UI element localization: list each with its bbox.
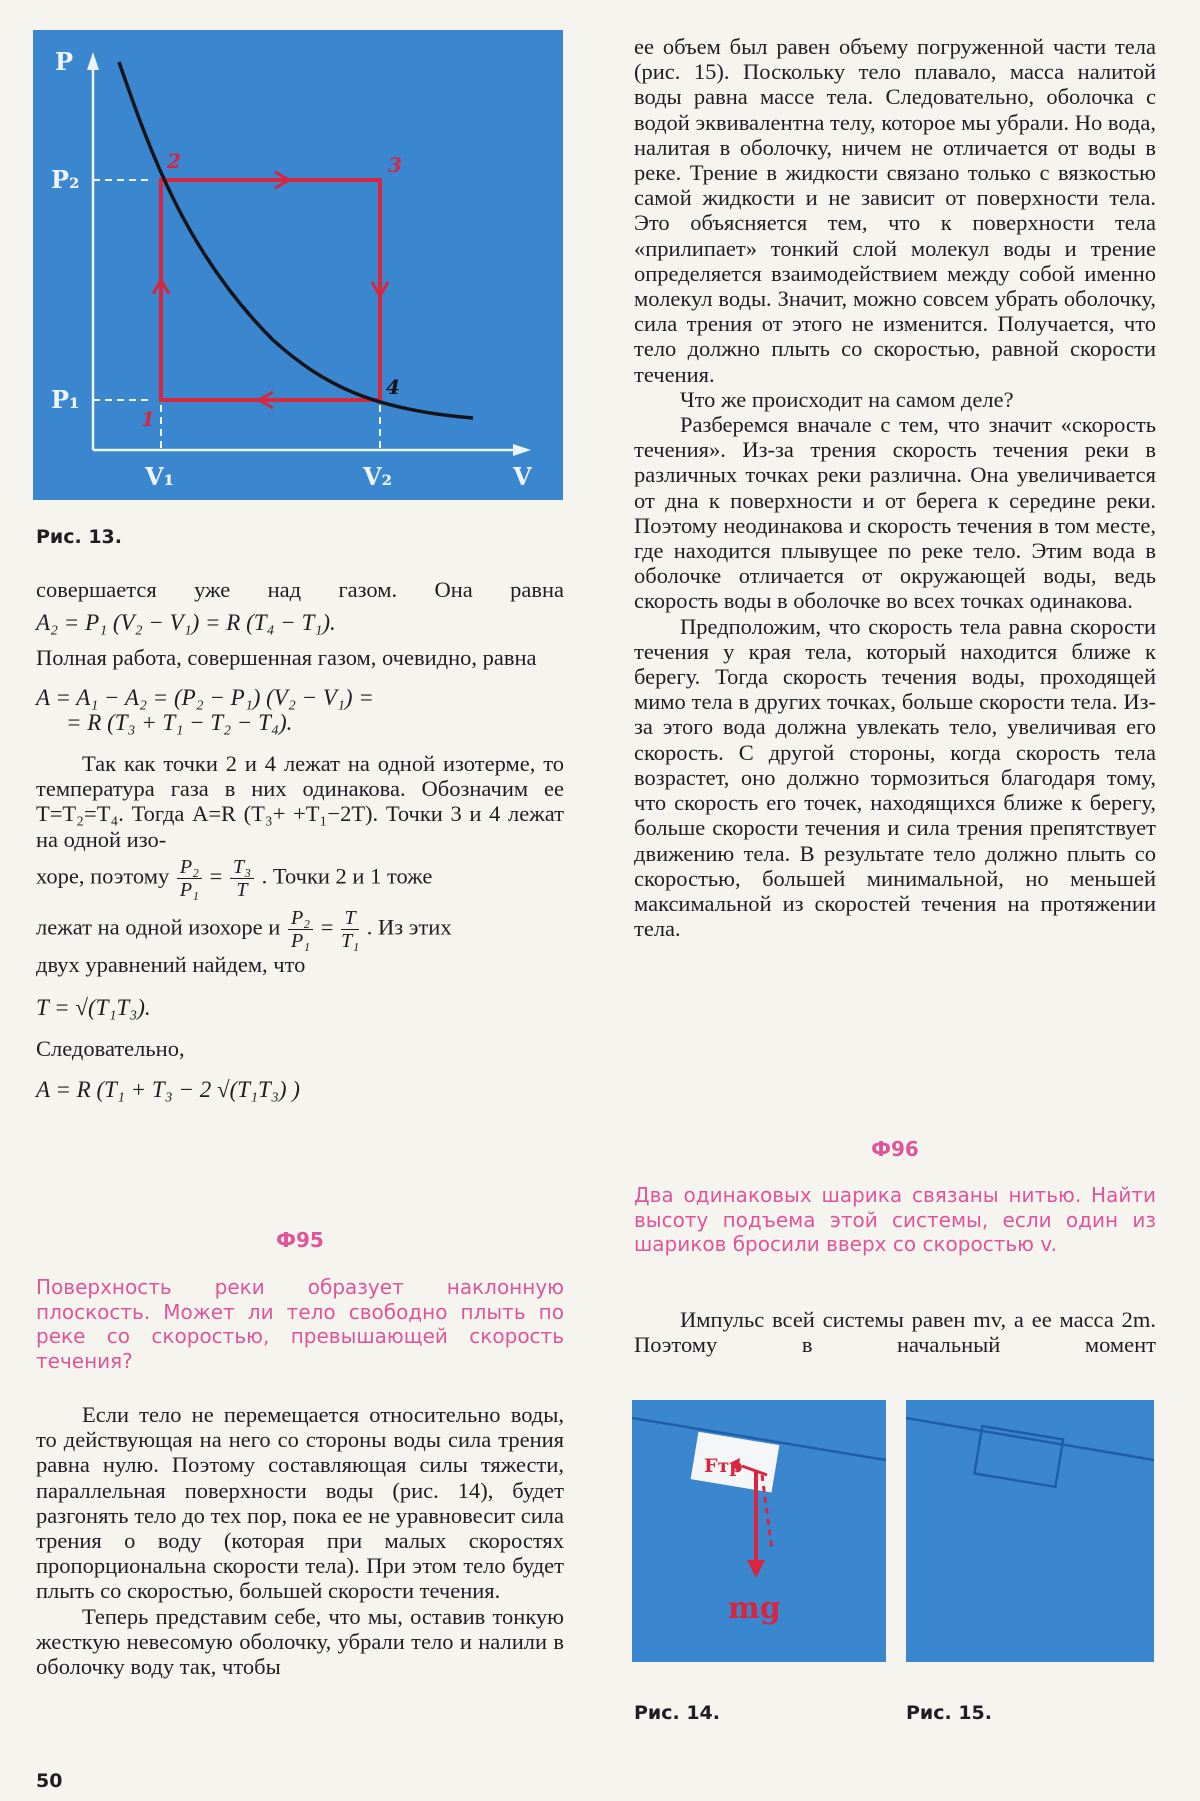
friction-label: Fтр	[704, 1455, 743, 1477]
point-3-label: 3	[388, 153, 402, 177]
equals-sign: =	[320, 914, 334, 940]
problem-95-text: Поверхность реки образует наклонную плоскость. Может ли тело свободно плыть по реке со скоростью, превышающей скорость течения?	[36, 1275, 564, 1373]
right-column	[634, 34, 1156, 941]
problem-96-text: Два одинаковых шарика связаны нитью. Найти высоту подъема этой системы, если один из шариков бросили вверх со скоростью v.	[634, 1183, 1156, 1256]
fraction-t3-t	[230, 856, 254, 901]
left-paragraph-3: Так как точки 2 и 4 лежат на одной изотерме, то температура газа в них одинакова. Обозначим ее T=T₂=T₄. Тогда A=R (T₃+ +T₁−2T). Точки 3 и 4 лежат на одной изо-	[36, 751, 564, 852]
fraction-line-1-text-a: хоре, поэтому	[36, 863, 170, 889]
problem-96-number: Ф96	[871, 1137, 919, 1161]
point-1-label: 1	[141, 407, 155, 431]
fraction-num: P₂	[177, 856, 202, 879]
right-paragraph-5: Импульс всей системы равен mv, а ее масса 2m. Поэтому в начальный момент	[634, 1307, 1156, 1358]
right-paragraph-3: Разберемся вначале с тем, что значит «скорость течения». Из-за трения скорость течения реки в различных точках реки различна. Она увеличивается от дна к поверхности и от берега к середине реки. Поэтому неодинакова и скорость течения в том месте, где находится плывущее по реке тело. Этим вода в оболочке отличается от окружающей воды, ведь скорость воды в оболочке во всех точках одинакова.	[634, 412, 1156, 614]
equation-a-total-1: A = A₁ − A₂ = (P₂ − P₁) (V₂ − V₁) =	[36, 684, 374, 710]
p2-label: P₂	[51, 165, 80, 194]
v-axis-label: V	[513, 462, 532, 491]
fraction-line-1	[36, 856, 564, 901]
fraction-den: T	[236, 878, 248, 901]
left-text-2: Полная работа, совершенная газом, очевидно, равна	[36, 645, 537, 671]
figure-13-pv-diagram	[33, 30, 563, 500]
fraction-den: P₁	[179, 878, 199, 901]
fraction-line-2-text-a: лежат на одной изохоре и	[36, 914, 281, 940]
left-text-1: совершается уже над газом. Она равна	[36, 577, 564, 602]
right-paragraph-4: Предположим, что скорость тела равна скорости течения у края тела, который находится ближе к берегу. Тогда скорость течения воды, проходящей мимо тела в других точках, больше скорости тела. Из-за этого вода должна увлекать тело, увеличивая его скорость. С другой стороны, когда скорость тела возрастет, оно должно тормозиться благодаря тому, что скорость его точек, находящихся ближе к берегу, больше скорости течения и сила трения препятствует движению тела. В результате тело должно плыть со скоростью, большей минимальной, но меньшей максимальной из скоростей течения на протяжении тела.	[634, 613, 1156, 942]
figure-15-caption: Рис. 15.	[906, 1702, 992, 1724]
figure-15-empty-shell	[906, 1400, 1154, 1662]
fraction-line-2-text-b: . Из этих	[366, 914, 452, 940]
fraction-line-2	[36, 907, 564, 952]
equation-a2: A₂ = P₁ (V₂ − V₁) = R (T₄ − T₁).	[36, 610, 336, 636]
fraction-t-t1	[341, 907, 359, 952]
right-paragraph-2: Что же происходит на самом деле?	[680, 386, 1014, 412]
v1-label: V₁	[145, 462, 175, 491]
left-text-6: двух уравнений найдем, что	[36, 951, 306, 977]
fraction-line-1-text-b: . Точки 2 и 1 тоже	[261, 863, 433, 889]
left-paragraph-9: Теперь представим себе, что мы, оставив тонкую жесткую невесомую оболочку, убрали тело и налили в оболочку воду так, чтобы	[36, 1603, 564, 1680]
point-2-label: 2	[167, 149, 181, 173]
figure-13-background	[33, 30, 563, 500]
fraction-num: P₂	[288, 907, 313, 930]
point-4-label: 4	[386, 375, 400, 399]
right-paragraph-1: ее объем был равен объему погруженной части тела (рис. 15). Поскольку тело плавало, масса налитой воды равна массе тела. Следовательно, оболочка с водой эквивалентна телу, которое мы убрали. Но вода, налитая в оболочку, ничем не отличается от воды в реке. Трение в жидкости связано только с вязкостью самой жидкости и не зависит от поверхности тела. Это объясняется тем, что к поверхности тела «прилипает» тонкий слой молекул воды и трение определяется взаимодействием между собой именно молекул воды. Значит, можно совсем убрать оболочку, сила трения от этого не изменится. Получается, что тело должно плыть со скоростью, равной скорости течения.	[634, 34, 1156, 387]
v2-label: V₂	[363, 462, 393, 491]
equation-a-total-2: = R (T₃ + T₁ − T₂ − T₄).	[66, 709, 293, 735]
problem-95-number: Ф95	[276, 1228, 324, 1252]
left-column-bottom	[36, 1402, 564, 1679]
equals-sign: =	[209, 863, 223, 889]
equation-t: T = √(T₁T₃).	[36, 995, 151, 1021]
page-number: 50	[36, 1770, 63, 1792]
fraction-num: T₃	[230, 856, 254, 879]
p-axis-label: P	[55, 47, 74, 76]
right-column-bottom	[634, 1307, 1156, 1357]
fraction-den: P₁	[290, 929, 311, 952]
left-text-7: Следовательно,	[36, 1036, 185, 1062]
left-paragraph-8: Если тело не перемещается относительно воды, то действующая на него со стороны воды сила трения равна нулю. Поэтому составляющая силы тяжести, параллельная поверхности воды (рис. 14), будет разгонять тело до тех пор, пока ее не уравновесит сила трения о воду (которая при малых скоростях пропорциональна скорости тела). При этом тело будет плыть со скоростью, большей скорости течения.	[36, 1402, 564, 1604]
gravity-label: mg	[728, 1591, 781, 1626]
equation-a-final: A = R (T₁ + T₃ − 2 √(T₁T₃) )	[36, 1077, 300, 1103]
fraction-num: T	[341, 907, 359, 930]
fraction-den: T₁	[341, 929, 360, 952]
figure-13-caption: Рис. 13.	[36, 526, 122, 548]
figure-14-caption: Рис. 14.	[634, 1702, 720, 1724]
fraction-p2-p1-b	[288, 907, 313, 952]
p1-label: P₁	[51, 385, 80, 414]
fraction-p2-p1	[177, 856, 202, 901]
figure-14-floating-body	[632, 1400, 886, 1662]
left-column	[36, 577, 564, 1103]
